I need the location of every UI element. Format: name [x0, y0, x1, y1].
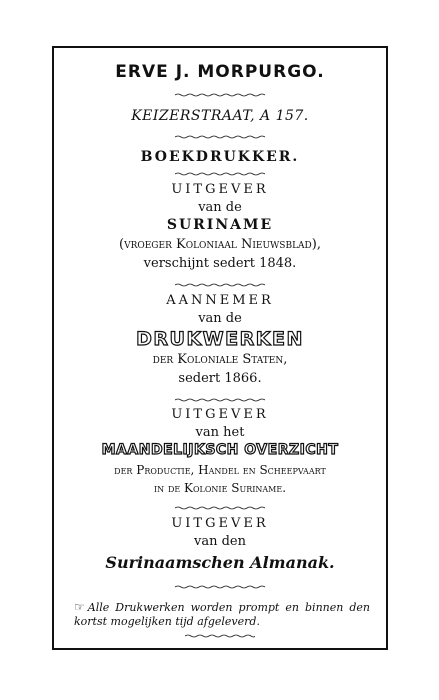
section1-heading: UITGEVER	[171, 182, 269, 197]
divider	[175, 93, 265, 97]
section2-name: DRUKWERKEN	[136, 328, 304, 350]
divider	[175, 398, 265, 402]
delivery-note	[74, 600, 370, 629]
divider	[175, 585, 265, 589]
section4-heading: UITGEVER	[171, 516, 269, 531]
section1-line1: van de	[198, 200, 242, 215]
section1-line3: verschijnt sedert 1848.	[143, 256, 297, 271]
section4-line1: van den	[194, 534, 246, 549]
delivery-note-text: Alle Drukwerken worden prompt en binnen den kortst mogelijken tijd afgeleverd.	[74, 601, 370, 628]
section3-line2: der Productie, Handel en Scheepvaart	[114, 463, 326, 477]
divider	[175, 283, 265, 287]
advertisement-frame	[52, 46, 388, 650]
section3-heading: UITGEVER	[171, 407, 269, 422]
section3-line1: van het	[195, 425, 245, 440]
section2-line3: sedert 1866.	[178, 371, 262, 386]
section3-name: MAANDELIJKSCH OVERZICHT	[101, 442, 339, 458]
section1-name: SURINAME	[166, 217, 274, 233]
divider	[175, 135, 265, 139]
divider	[185, 634, 255, 638]
section2-heading: AANNEMER	[166, 293, 274, 308]
section2-line1: van de	[198, 311, 242, 326]
publisher-name: ERVE J. MORPURGO.	[115, 62, 325, 82]
address: KEIZERSTRAAT, A 157.	[131, 108, 309, 124]
section1-line2: (vroeger Koloniaal Nieuwsblad),	[119, 237, 321, 252]
section4-name: Surinaamschen Almanak.	[105, 553, 335, 572]
divider	[175, 172, 265, 176]
divider	[175, 506, 265, 510]
pointing-hand-icon: ☞	[74, 600, 85, 614]
trade: BOEKDRUKKER.	[140, 149, 300, 165]
section2-line2: der Koloniale Staten,	[152, 352, 288, 367]
section3-line3: in de Kolonie Suriname.	[153, 481, 287, 495]
